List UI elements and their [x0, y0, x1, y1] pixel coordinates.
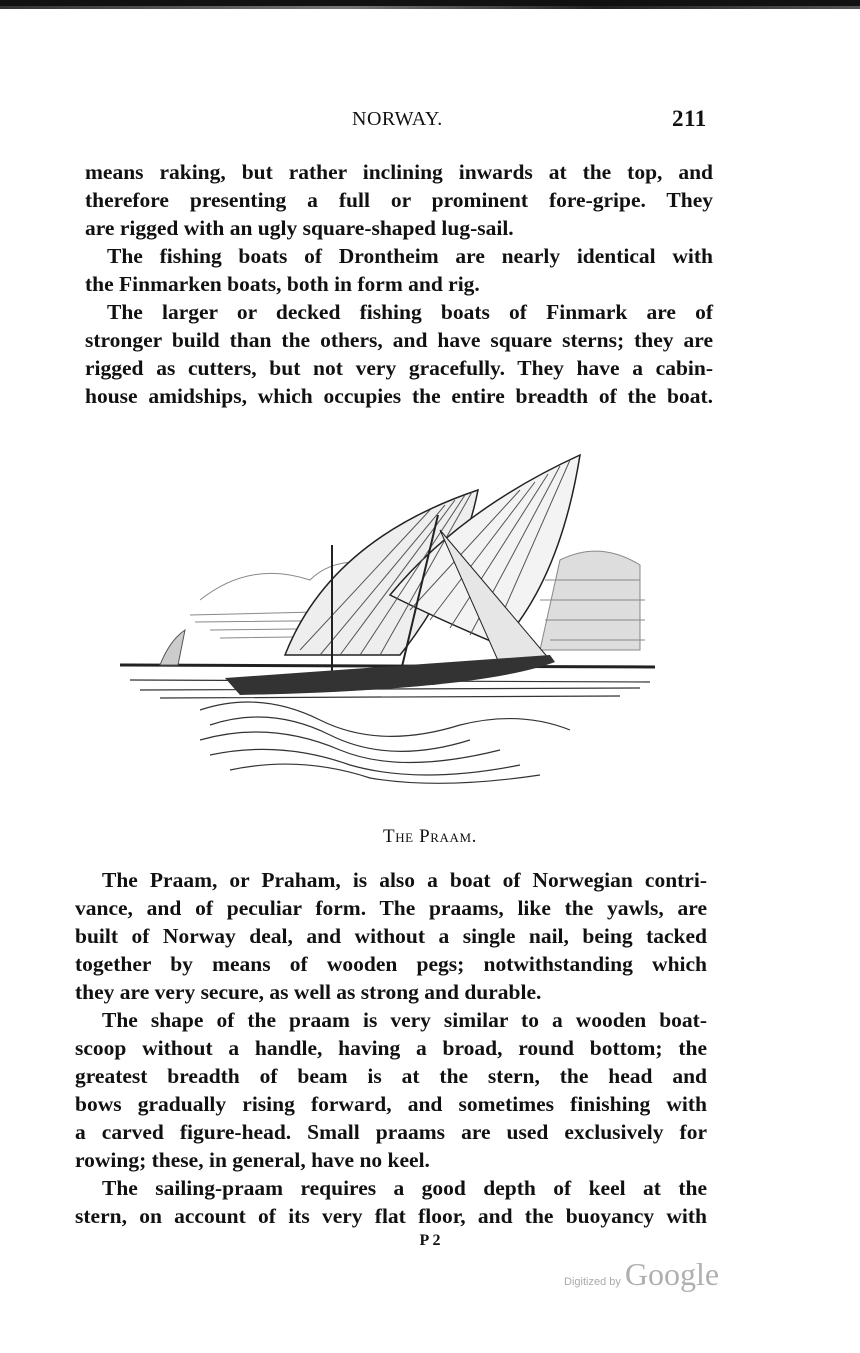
text-line: rigged as cutters, but not very gracefully. They have a cabin- — [85, 356, 713, 380]
watermark-prefix: Digitized by — [564, 1276, 621, 1288]
text-line: together by means of wooden pegs; notwithstanding which — [75, 952, 707, 976]
text-line: a carved figure-head. Small praams are used exclusively for — [75, 1120, 707, 1144]
text-line: house amidships, which occupies the entire breadth of the boat. — [85, 384, 713, 408]
text-line: The larger or decked fishing boats of Finmark are of — [107, 300, 713, 324]
text-line: stern, on account of its very flat floor, and the buoyancy with — [75, 1204, 707, 1228]
text-line: the Finmarken boats, both in form and rig. — [85, 272, 480, 296]
text-line: vance, and of peculiar form. The praams, like the yawls, are — [75, 896, 707, 920]
text-line: The shape of the praam is very similar to a wooden boat- — [102, 1008, 707, 1032]
page-number: 211 — [672, 106, 707, 131]
text-line: stronger build than the others, and have square sterns; they are — [85, 328, 713, 352]
text-line: The Praam, or Praham, is also a boat of Norwegian contri- — [102, 868, 707, 892]
figure-caption: The Praam. — [382, 826, 477, 847]
signature-mark: P 2 — [419, 1232, 441, 1249]
google-watermark — [564, 1256, 719, 1293]
text-line: scoop without a handle, having a broad, round bottom; the — [75, 1036, 707, 1060]
text-line: The sailing-praam requires a good depth of keel at the — [102, 1176, 707, 1200]
text-line: built of Norway deal, and without a single nail, being tacked — [75, 924, 707, 948]
praam-illustration — [100, 450, 660, 795]
text-line: greatest breadth of beam is at the stern, the head and — [75, 1064, 707, 1088]
waves — [130, 680, 650, 783]
text-line: rowing; these, in general, have no keel. — [75, 1148, 430, 1172]
scan-edge-shade — [0, 6, 860, 9]
text-line: means raking, but rather inclining inwards at the top, and — [85, 160, 713, 184]
text-line: bows gradually rising forward, and sometimes finishing with — [75, 1092, 707, 1116]
text-line: The fishing boats of Drontheim are nearly identical with — [107, 244, 713, 268]
text-line: therefore presenting a full or prominent fore-gripe. They — [85, 188, 713, 212]
text-line: they are very secure, as well as strong and durable. — [75, 980, 542, 1004]
watermark-brand: Google — [624, 1256, 720, 1292]
text-line: are rigged with an ugly square-shaped lug-sail. — [85, 216, 514, 240]
distant-sail — [160, 630, 185, 665]
running-title: NORWAY. — [352, 108, 443, 130]
